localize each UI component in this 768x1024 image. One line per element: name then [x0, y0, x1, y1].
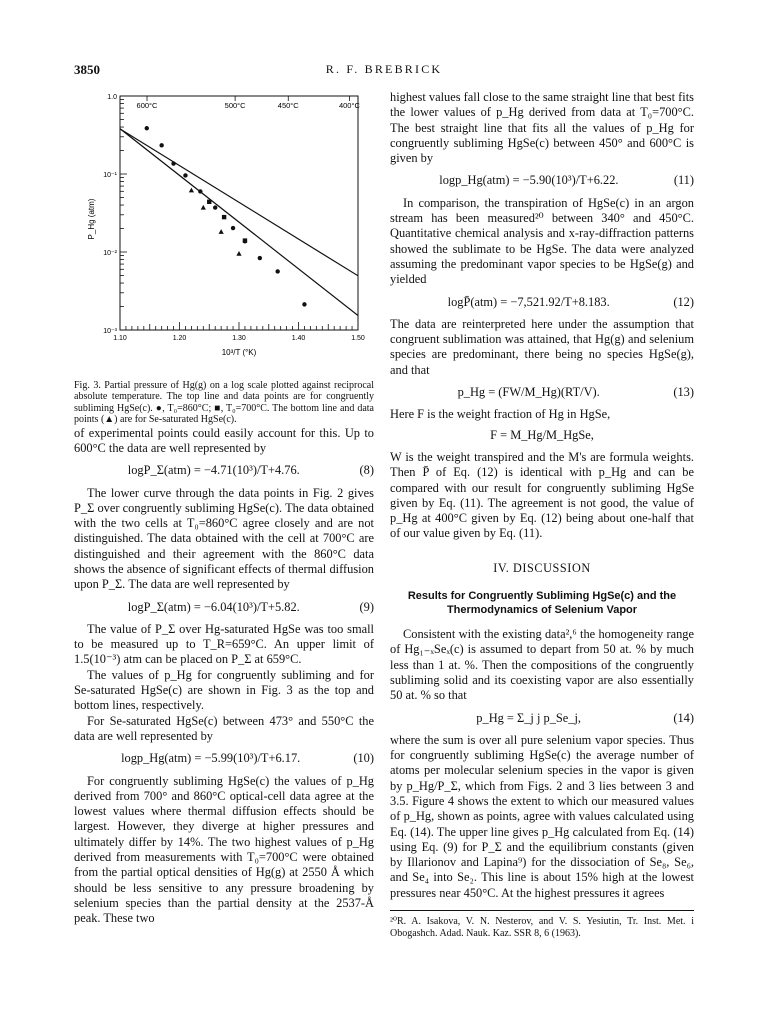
y-tick-label: 10⁻¹: [103, 172, 117, 179]
fit-line: [120, 129, 358, 316]
paragraph: The value of P_Σ over Hg-saturated HgSe was too small to be measured up to T_R=659°C. An upper limit of 1.5(10⁻³) atm can be placed on P_Σ at 659°C.: [74, 621, 374, 667]
equation-14: [390, 711, 694, 726]
data-point-circle: [183, 173, 187, 177]
y-tick-label: 1.0: [107, 94, 117, 101]
equation-number: (14): [673, 710, 694, 725]
top-tick-label: 450°C: [277, 101, 299, 110]
paragraph: where the sum is over all pure selenium vapor species. Thus for congruently subliming HgSe(c) the average number of atoms per molecular selenium species in the vapor is given by p_Hg/P_Σ, which from Figs. 2 and 3 lies between 3 and 3.5. Figure 4 shows the extent to which our measured values of p_Hg, shown as points, agree with values calculated using Eq. (14). The upper line gives p_Hg calculated from Eq. (14) using Eq. (9) for P_Σ and the equilibrium constants (given by Illarionov and Lapina⁹) for the dissociation of Se₈, Se₆, and Se₄ into Se₂. This line is about 15% high at the lowest pressures near 450°C. At the highest pressures it agrees: [390, 732, 694, 900]
equation-10: [74, 751, 374, 766]
paragraph: Here F is the weight fraction of Hg in HgSe,: [390, 407, 611, 422]
paragraph: of experimental points could easily account for this. Up to 600°C the data are well represented by: [74, 425, 374, 455]
data-point-circle: [258, 256, 262, 260]
equation-text: logP_Σ(atm) = −4.71(10³)/T+4.76.: [127, 463, 300, 478]
subsection-heading: Results for Congruently Subliming HgSe(c) and the Thermodynamics of Selenium Vapor: [407, 590, 677, 617]
footnote: ²⁰R. A. Isakova, V. N. Nesterov, and V. S. Yesiutin, Tr. Inst. Met. i Obogashch. Adad. Nauk. Kaz. SSR 8, 6 (1963).: [390, 910, 694, 939]
equation-text: logp_Hg(atm) = −5.99(10³)/T+6.17.: [121, 751, 301, 766]
x-tick-label: 1.10: [113, 335, 127, 342]
y-tick-label: 10⁻²: [103, 250, 117, 257]
data-point-circle: [145, 126, 149, 130]
paragraph: W is the weight transpired and the M's are formula weights. Then P̄ of Eq. (12) is identical with p_Hg and can be compared with our result for congruently subliming HgSe given by Eq. (11). The agreement is not good, the value of p_Hg at 400°C given by Eq. (12) being about one-half that of our value given by Eq. (11).: [390, 449, 694, 541]
data-point-square: [222, 215, 226, 219]
data-point-circle: [275, 269, 279, 273]
data-point-circle: [302, 302, 306, 306]
data-point-circle: [171, 161, 175, 165]
figure-3: [74, 90, 374, 380]
equation-8: [74, 463, 374, 478]
data-point-square: [207, 200, 211, 204]
plot-frame: [120, 96, 358, 330]
equation-number: (13): [673, 385, 694, 400]
data-point-square: [243, 238, 247, 242]
x-axis-label: 10³/T (°K): [221, 348, 257, 357]
x-tick-label: 1.30: [232, 335, 246, 342]
equation-number: (11): [673, 173, 694, 188]
figure-caption: Fig. 3. Partial pressure of Hg(g) on a log scale plotted against reciprocal absolute temperature. The top line and data points are for congruently subliming HgSe(c). ●, T₀=860°C; ■, T₀=700°C. The bottom line and data points (▲) are for Se-saturated HgSe(c).: [74, 380, 374, 426]
top-tick-label: 500°C: [224, 101, 246, 110]
x-tick-label: 1.20: [172, 335, 187, 342]
page-number: 3850: [74, 62, 100, 77]
x-tick-label: 1.50: [351, 335, 365, 342]
equation-number: (12): [673, 294, 694, 309]
page-header: [0, 62, 768, 78]
top-tick-label: 600°C: [136, 101, 158, 110]
equation-11: [390, 173, 694, 188]
x-tick-label: 1.40: [291, 335, 306, 342]
equation-text: p_Hg = Σ_j j p_Se_j,: [476, 710, 582, 725]
right-column: [390, 90, 694, 939]
paragraph: The lower curve through the data points in Fig. 2 gives P_Σ over congruently subliming HgSe(c). The data obtained with the two cells at T₀=860°C agree closely and are not distinguished. The data obtained with the cell at 700°C are distinguished and their agreement with the 860°C data shows the absence of significant effects of thermal diffusion upon P_Σ. The data are well represented by: [74, 485, 374, 592]
equation-number: (10): [353, 751, 374, 766]
y-tick-label: 10⁻³: [103, 328, 117, 335]
data-point-triangle: [189, 188, 194, 193]
y-axis-label: P_Hg (atm): [87, 198, 96, 240]
left-column: [74, 90, 374, 927]
running-title: R. F. BREBRICK: [325, 62, 443, 76]
data-point-circle: [231, 226, 235, 230]
equation-9: [74, 600, 374, 615]
paragraph: In comparison, the transpiration of HgSe(c) in an argon stream has been measured²⁰ between 340° and 450°C. Quantitative chemical analysis and x-ray-diffraction patterns showed the sublimate to be HgSe. The data were analyzed assuming the predominant vapor species to be HgSe(g) and yielded: [390, 195, 694, 287]
paragraph: Consistent with the existing data²,⁶ the homogeneity range of Hg₁₋ₓSeₓ(c) is assumed to depart from 50 at. % by much less than 1 at. %. Then the compositions of the congruently subliming solid and its coexisting vapor are also essentially 50 at. % so that: [390, 627, 694, 703]
equation-12: [390, 295, 694, 310]
data-point-triangle: [219, 229, 224, 234]
pressure-chart: [74, 90, 374, 380]
data-point-circle: [159, 143, 163, 147]
top-tick-label: 400°C: [338, 101, 360, 110]
data-point-circle: [198, 189, 202, 193]
data-point-triangle: [201, 205, 206, 210]
equation-text: logP_Σ(atm) = −6.04(10³)/T+5.82.: [127, 599, 300, 614]
paragraph: For Se-saturated HgSe(c) between 473° and 550°C the data are well represented by: [74, 713, 374, 743]
equation-text: logp_Hg(atm) = −5.90(10³)/T+6.22.: [439, 173, 619, 188]
equation-number: (8): [359, 463, 374, 478]
equation-f: F = M_Hg/M_HgSe,: [490, 427, 594, 442]
data-point-triangle: [236, 251, 241, 256]
section-heading: IV. DISCUSSION: [493, 560, 591, 575]
equation-text: p_Hg = (FW/M_Hg)(RT/V).: [457, 385, 600, 400]
paragraph: The data are reinterpreted here under the assumption that congruent sublimation was attained, that Hg(g) and selenium species are predominant, there being no species HgSe(g), and that: [390, 316, 694, 377]
paragraph: For congruently subliming HgSe(c) the values of p_Hg derived from 700° and 860°C optical-cell data agree at the lowest values where thermal diffusion effects should be largest. However, they diverge at higher pressures and ultimately differ by 14%. The two highest values of p_Hg derived from measurements with T₀=700°C were obtained from the partial optical densities of Hg(g) at 2550 Å which should be less sensitive to any pressure broadening by selenium species than the partial density at the 2537-Å peak. These two: [74, 773, 374, 926]
paragraph: highest values fall close to the same straight line that best fits the lower values of p_Hg derived from data at T₀=700°C. The best straight line that fits all the values of p_Hg for congruently subliming HgSe(c) between 450° and 600°C is given by: [390, 90, 694, 166]
paragraph: The values of p_Hg for congruently subliming and for Se-saturated HgSe(c) are shown in Fig. 3 as the top and bottom lines, respectively.: [74, 667, 374, 713]
equation-number: (9): [359, 599, 374, 614]
equation-text: logP̄(atm) = −7,521.92/T+8.183.: [447, 294, 610, 309]
equation-13: [390, 385, 694, 400]
data-point-circle: [213, 205, 217, 209]
